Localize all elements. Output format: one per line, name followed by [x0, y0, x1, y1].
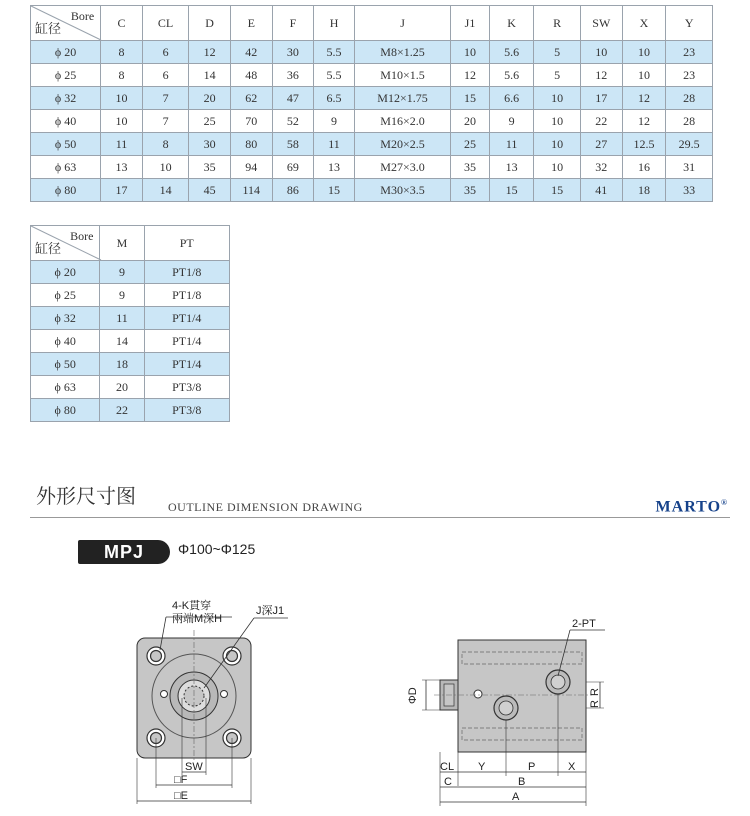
value-cell: 5.6: [489, 41, 534, 64]
value-cell: 14: [189, 64, 231, 87]
bore-cell: ϕ 63: [31, 156, 101, 179]
table-header-row: [31, 6, 713, 41]
value-cell: 30: [272, 41, 314, 64]
value-cell: 18: [100, 353, 144, 376]
bore-cell: ϕ 63: [31, 376, 100, 399]
value-cell: 32: [580, 156, 622, 179]
value-cell: 22: [100, 399, 144, 422]
value-cell: 5.5: [314, 41, 355, 64]
value-cell: 20: [451, 110, 490, 133]
dimension-table: [30, 5, 713, 202]
value-cell: 10: [534, 156, 581, 179]
brand-name: MARTO: [655, 498, 722, 516]
value-cell: 17: [101, 179, 143, 202]
value-cell: 48: [230, 64, 272, 87]
column-header: CL: [142, 6, 189, 41]
section-divider: [30, 517, 730, 518]
brand-logo: [656, 498, 728, 516]
value-cell: 11: [101, 133, 143, 156]
value-cell: M8×1.25: [354, 41, 450, 64]
corner-cn-label: 缸径: [35, 241, 62, 256]
column-header: SW: [580, 6, 622, 41]
value-cell: 16: [622, 156, 666, 179]
model-range: Φ100~Φ125: [178, 541, 256, 557]
value-cell: 29.5: [666, 133, 713, 156]
value-cell: 35: [451, 179, 490, 202]
value-cell: 12: [622, 110, 666, 133]
value-cell: 7: [142, 87, 189, 110]
value-cell: 35: [189, 156, 231, 179]
value-cell: 23: [666, 41, 713, 64]
table-row: [31, 87, 713, 110]
dim-e: □E: [174, 790, 188, 802]
value-cell: 94: [230, 156, 272, 179]
value-cell: 11: [489, 133, 534, 156]
front-view-body: [137, 630, 251, 762]
value-cell: 28: [666, 110, 713, 133]
value-cell: M16×2.0: [354, 110, 450, 133]
dim-a: A: [512, 791, 520, 803]
value-cell: 20: [189, 87, 231, 110]
column-header: H: [314, 6, 355, 41]
dim-d: ΦD: [407, 687, 419, 704]
value-cell: 25: [189, 110, 231, 133]
value-cell: M27×3.0: [354, 156, 450, 179]
value-cell: 6: [142, 41, 189, 64]
value-cell: 20: [100, 376, 144, 399]
bore-cell: ϕ 40: [31, 110, 101, 133]
dim-r2: R: [589, 700, 601, 708]
column-header: M: [100, 226, 144, 261]
column-header: E: [230, 6, 272, 41]
value-cell: 12: [451, 64, 490, 87]
side-view-drawing: [400, 610, 615, 810]
bore-cell: ϕ 80: [31, 399, 100, 422]
value-cell: M10×1.5: [354, 64, 450, 87]
value-cell: 62: [230, 87, 272, 110]
bore-cell: ϕ 20: [31, 41, 101, 64]
value-cell: 28: [666, 87, 713, 110]
value-cell: 5.5: [314, 64, 355, 87]
value-cell: PT1/8: [144, 284, 229, 307]
value-cell: 58: [272, 133, 314, 156]
value-cell: 13: [314, 156, 355, 179]
value-cell: 14: [142, 179, 189, 202]
column-header: D: [189, 6, 231, 41]
bore-corner-cell: [31, 226, 100, 261]
value-cell: 9: [314, 110, 355, 133]
column-header: R: [534, 6, 581, 41]
value-cell: PT3/8: [144, 376, 229, 399]
value-cell: 36: [272, 64, 314, 87]
table-row: [31, 330, 230, 353]
section-title-en: OUTLINE DIMENSION DRAWING: [168, 500, 363, 514]
value-cell: 30: [189, 133, 231, 156]
dim-f: □F: [174, 774, 188, 786]
bore-cell: ϕ 25: [31, 284, 100, 307]
port-table: [30, 225, 230, 422]
value-cell: 10: [534, 110, 581, 133]
value-cell: PT1/4: [144, 353, 229, 376]
value-cell: 52: [272, 110, 314, 133]
corner-cn-label: 缸径: [35, 21, 62, 36]
value-cell: 33: [666, 179, 713, 202]
value-cell: 42: [230, 41, 272, 64]
table-header-row: [31, 226, 230, 261]
value-cell: 18: [622, 179, 666, 202]
value-cell: 17: [580, 87, 622, 110]
value-cell: 9: [489, 110, 534, 133]
dim-x: X: [568, 761, 576, 773]
value-cell: 10: [142, 156, 189, 179]
value-cell: 8: [101, 64, 143, 87]
dim-sw: SW: [185, 761, 203, 773]
value-cell: 11: [314, 133, 355, 156]
dim-y: Y: [478, 761, 486, 773]
table-row: [31, 376, 230, 399]
value-cell: 27: [580, 133, 622, 156]
bore-cell: ϕ 50: [31, 133, 101, 156]
value-cell: 10: [534, 87, 581, 110]
bore-cell: ϕ 32: [31, 307, 100, 330]
bore-cell: ϕ 50: [31, 353, 100, 376]
value-cell: 6: [142, 64, 189, 87]
table-row: [31, 64, 713, 87]
value-cell: 25: [451, 133, 490, 156]
table-row: [31, 307, 230, 330]
bore-cell: ϕ 40: [31, 330, 100, 353]
value-cell: 69: [272, 156, 314, 179]
value-cell: 15: [314, 179, 355, 202]
dim-p: P: [528, 761, 536, 773]
value-cell: 10: [101, 110, 143, 133]
table-row: [31, 179, 713, 202]
table-row: [31, 110, 713, 133]
column-header: F: [272, 6, 314, 41]
label-4k: 4-K貫穿: [172, 600, 212, 612]
value-cell: M30×3.5: [354, 179, 450, 202]
column-header: C: [101, 6, 143, 41]
value-cell: 22: [580, 110, 622, 133]
value-cell: PT1/4: [144, 307, 229, 330]
value-cell: 6.5: [314, 87, 355, 110]
model-badge: MPJ: [78, 540, 170, 564]
table-row: [31, 41, 713, 64]
bore-cell: ϕ 20: [31, 261, 100, 284]
value-cell: 7: [142, 110, 189, 133]
table-row: [31, 284, 230, 307]
table-row: [31, 133, 713, 156]
column-header: X: [622, 6, 666, 41]
value-cell: M20×2.5: [354, 133, 450, 156]
value-cell: M12×1.75: [354, 87, 450, 110]
corner-bore-label: Bore: [70, 229, 94, 243]
value-cell: 5.6: [489, 64, 534, 87]
value-cell: 15: [451, 87, 490, 110]
dim-cl: CL: [440, 761, 455, 773]
value-cell: 5: [534, 41, 581, 64]
bore-corner-cell: [31, 6, 101, 41]
value-cell: 10: [580, 41, 622, 64]
front-view-drawing: [120, 590, 285, 812]
label-pt: 2-PT: [572, 618, 596, 630]
value-cell: PT1/4: [144, 330, 229, 353]
dim-r1: R: [589, 688, 601, 696]
value-cell: 70: [230, 110, 272, 133]
value-cell: 12: [580, 64, 622, 87]
value-cell: 35: [451, 156, 490, 179]
value-cell: 15: [534, 179, 581, 202]
table-row: [31, 261, 230, 284]
value-cell: 15: [489, 179, 534, 202]
label-m: 兩端M深H: [172, 613, 223, 625]
value-cell: 86: [272, 179, 314, 202]
value-cell: 80: [230, 133, 272, 156]
corner-bore-label: Bore: [70, 9, 95, 23]
value-cell: 45: [189, 179, 231, 202]
table-row: [31, 353, 230, 376]
value-cell: 6.6: [489, 87, 534, 110]
value-cell: 31: [666, 156, 713, 179]
brand-mark: ®: [721, 498, 728, 507]
value-cell: 11: [100, 307, 144, 330]
column-header: K: [489, 6, 534, 41]
side-view-body: [434, 640, 592, 752]
section-title-cn: 外形尺寸图: [36, 484, 136, 508]
value-cell: 13: [489, 156, 534, 179]
value-cell: 23: [666, 64, 713, 87]
value-cell: 47: [272, 87, 314, 110]
value-cell: 12.5: [622, 133, 666, 156]
value-cell: 12: [189, 41, 231, 64]
bore-cell: ϕ 80: [31, 179, 101, 202]
value-cell: 41: [580, 179, 622, 202]
value-cell: 12: [622, 87, 666, 110]
value-cell: 10: [622, 64, 666, 87]
table-row: [31, 399, 230, 422]
bore-cell: ϕ 25: [31, 64, 101, 87]
column-header: J: [354, 6, 450, 41]
column-header: J1: [451, 6, 490, 41]
value-cell: PT1/8: [144, 261, 229, 284]
value-cell: 14: [100, 330, 144, 353]
dim-c: C: [444, 776, 452, 788]
value-cell: 9: [100, 261, 144, 284]
value-cell: 8: [101, 41, 143, 64]
value-cell: 5: [534, 64, 581, 87]
table-row: [31, 156, 713, 179]
value-cell: 10: [534, 133, 581, 156]
column-header: PT: [144, 226, 229, 261]
bore-cell: ϕ 32: [31, 87, 101, 110]
dim-b: B: [518, 776, 526, 788]
value-cell: 9: [100, 284, 144, 307]
label-j: J深J1: [256, 605, 285, 617]
value-cell: 13: [101, 156, 143, 179]
value-cell: 8: [142, 133, 189, 156]
value-cell: 10: [622, 41, 666, 64]
column-header: Y: [666, 6, 713, 41]
value-cell: 114: [230, 179, 272, 202]
value-cell: PT3/8: [144, 399, 229, 422]
value-cell: 10: [451, 41, 490, 64]
value-cell: 10: [101, 87, 143, 110]
